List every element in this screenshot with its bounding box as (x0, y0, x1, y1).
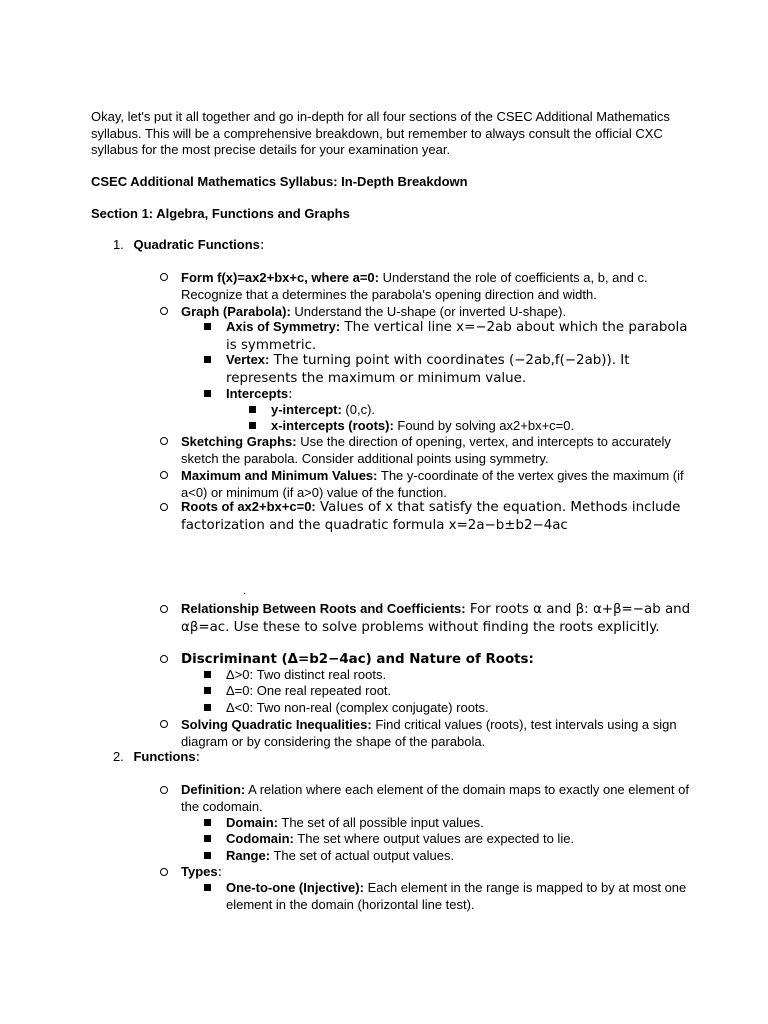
item-text: Found by solving ax2+bx+c=0. (393, 418, 575, 433)
list-item-axis-of-symmetry (226, 319, 696, 354)
item-text: Each element in the range is mapped to by at most one element in the domain (horizontal line test). (226, 880, 687, 912)
list-item-vertex (226, 352, 696, 387)
circle-bullet-icon (160, 307, 168, 315)
circle-bullet-icon (160, 868, 168, 876)
item-text: Find critical values (roots), test intervals using a sign diagram or by considering the shape of the parabola. (181, 717, 677, 749)
list-item-discriminant-positive: Δ>0: Two distinct real roots. (226, 667, 387, 682)
circle-bullet-icon (160, 273, 168, 281)
item-label: y-intercept: (271, 402, 342, 417)
list-item-max-min-values (181, 468, 691, 501)
list-heading-label: Quadratic Functions (133, 237, 260, 252)
list-item-quadratic-functions (113, 237, 264, 255)
list-item-sketching-graphs (181, 434, 691, 467)
section-1-heading: Section 1: Algebra, Functions and Graphs (91, 206, 350, 221)
list-item-quadratic-inequalities (181, 717, 691, 750)
list-item-codomain (226, 831, 696, 848)
list-item-discriminant-zero: Δ=0: One real repeated root. (226, 683, 392, 698)
list-item-types (181, 864, 691, 882)
item-label: Intercepts (226, 386, 289, 401)
list-item-y-intercept (271, 402, 691, 419)
item-label: Types (181, 864, 218, 879)
list-item-discriminant (181, 651, 691, 669)
item-label: Roots of ax2+bx+c=0: (181, 499, 316, 514)
square-bullet-icon (204, 356, 211, 363)
list-item-roots (181, 499, 691, 534)
circle-bullet-icon (160, 471, 168, 479)
item-text: The vertical line x=−2ab about which the parabola is symmetric. (226, 320, 688, 353)
item-label: Range: (226, 848, 271, 863)
list-item-roots-coefficients (181, 601, 691, 636)
list-item-form (181, 270, 691, 303)
list-heading-label: Functions (133, 749, 196, 764)
item-label: Axis of Symmetry: (226, 319, 341, 334)
item-text: Understand the role of coefficients a, b, and c. Recognize that a determines the parabola's opening direction and width. (181, 270, 648, 302)
circle-bullet-icon (160, 437, 168, 445)
item-colon: : (288, 387, 293, 402)
item-text: For roots α and β: α+β=−ab and αβ=ac. Use these to solve problems without finding the roots explicitly. (181, 602, 691, 635)
item-label: Sketching Graphs: (181, 434, 297, 449)
square-bullet-icon (204, 819, 211, 826)
item-label: Relationship Between Roots and Coefficients: (181, 601, 466, 616)
circle-bullet-icon (160, 503, 168, 511)
item-text: Understand the U-shape (or inverted U-shape). (290, 304, 567, 319)
intro-paragraph: Okay, let's put it all together and go in-depth for all four sections of the CSEC Additional Mathematics syllabus. This will be a comprehensive breakdown, but remember to always consult the official CXC syllabus for the most precise details for your examination year. (91, 109, 670, 157)
item-text: The set of actual output values. (270, 848, 455, 863)
item-text: The set of all possible input values. (278, 815, 484, 830)
item-label: Domain: (226, 815, 278, 830)
circle-bullet-icon (160, 720, 168, 728)
item-colon: : (217, 865, 223, 880)
item-label: One-to-one (Injective): (226, 880, 364, 895)
square-bullet-icon (204, 884, 211, 891)
square-bullet-icon (204, 323, 211, 330)
list-item-range (226, 848, 696, 865)
item-text: The turning point with coordinates (−2ab,f(−2ab)). It represents the maximum or minimum value. (226, 353, 630, 386)
item-text: The y-coordinate of the vertex gives the maximum (if a<0) or minimum (if a>0) value of the function. (181, 468, 684, 500)
square-bullet-icon (204, 835, 211, 842)
stray-dot: . (243, 585, 247, 597)
square-bullet-icon (204, 671, 211, 678)
list-item-intercepts (226, 386, 696, 404)
list-number: 1. (113, 237, 124, 252)
item-text: Values of x that satisfy the equation. Methods include factorization and the quadratic formula x=2a−b±b2−4ac (181, 500, 681, 533)
list-item-one-to-one (226, 880, 696, 913)
square-bullet-icon (204, 390, 211, 397)
square-bullet-icon (204, 852, 211, 859)
item-label: Solving Quadratic Inequalities: (181, 717, 372, 732)
list-item-x-intercepts (271, 418, 691, 435)
item-label: Form f(x)=ax2+bx+c, where a=0: (181, 270, 379, 285)
item-text: The set where output values are expected to lie. (293, 831, 575, 846)
circle-bullet-icon (160, 605, 168, 613)
circle-bullet-icon (160, 655, 168, 663)
list-item-functions (113, 749, 200, 767)
item-label: x-intercepts (roots): (271, 418, 394, 433)
square-bullet-icon (204, 687, 211, 694)
circle-bullet-icon (160, 786, 168, 794)
item-label: Vertex: (226, 352, 270, 367)
item-label: Codomain: (226, 831, 294, 846)
list-heading-colon: : (259, 238, 265, 253)
item-label: Definition: (181, 782, 246, 797)
list-item-domain (226, 815, 696, 832)
list-number: 2. (113, 749, 124, 764)
item-label: Discriminant (Δ=b2−4ac) and Nature of Roots: (181, 652, 534, 667)
item-label: Graph (Parabola): (181, 304, 291, 319)
item-text: A relation where each element of the domain maps to exactly one element of the codomain. (181, 782, 689, 814)
list-heading-colon: : (195, 750, 201, 765)
list-item-discriminant-negative: Δ<0: Two non-real (complex conjugate) roots. (226, 700, 489, 715)
document-title: CSEC Additional Mathematics Syllabus: In-Depth Breakdown (91, 174, 468, 189)
square-bullet-icon (249, 406, 256, 413)
square-bullet-icon (249, 422, 256, 429)
item-text: Use the direction of opening, vertex, and intercepts to accurately sketch the parabola. Consider additional points using symmetry. (181, 434, 671, 466)
item-text: (0,c). (341, 402, 376, 417)
list-item-definition (181, 782, 691, 815)
square-bullet-icon (204, 704, 211, 711)
item-label: Maximum and Minimum Values: (181, 468, 378, 483)
